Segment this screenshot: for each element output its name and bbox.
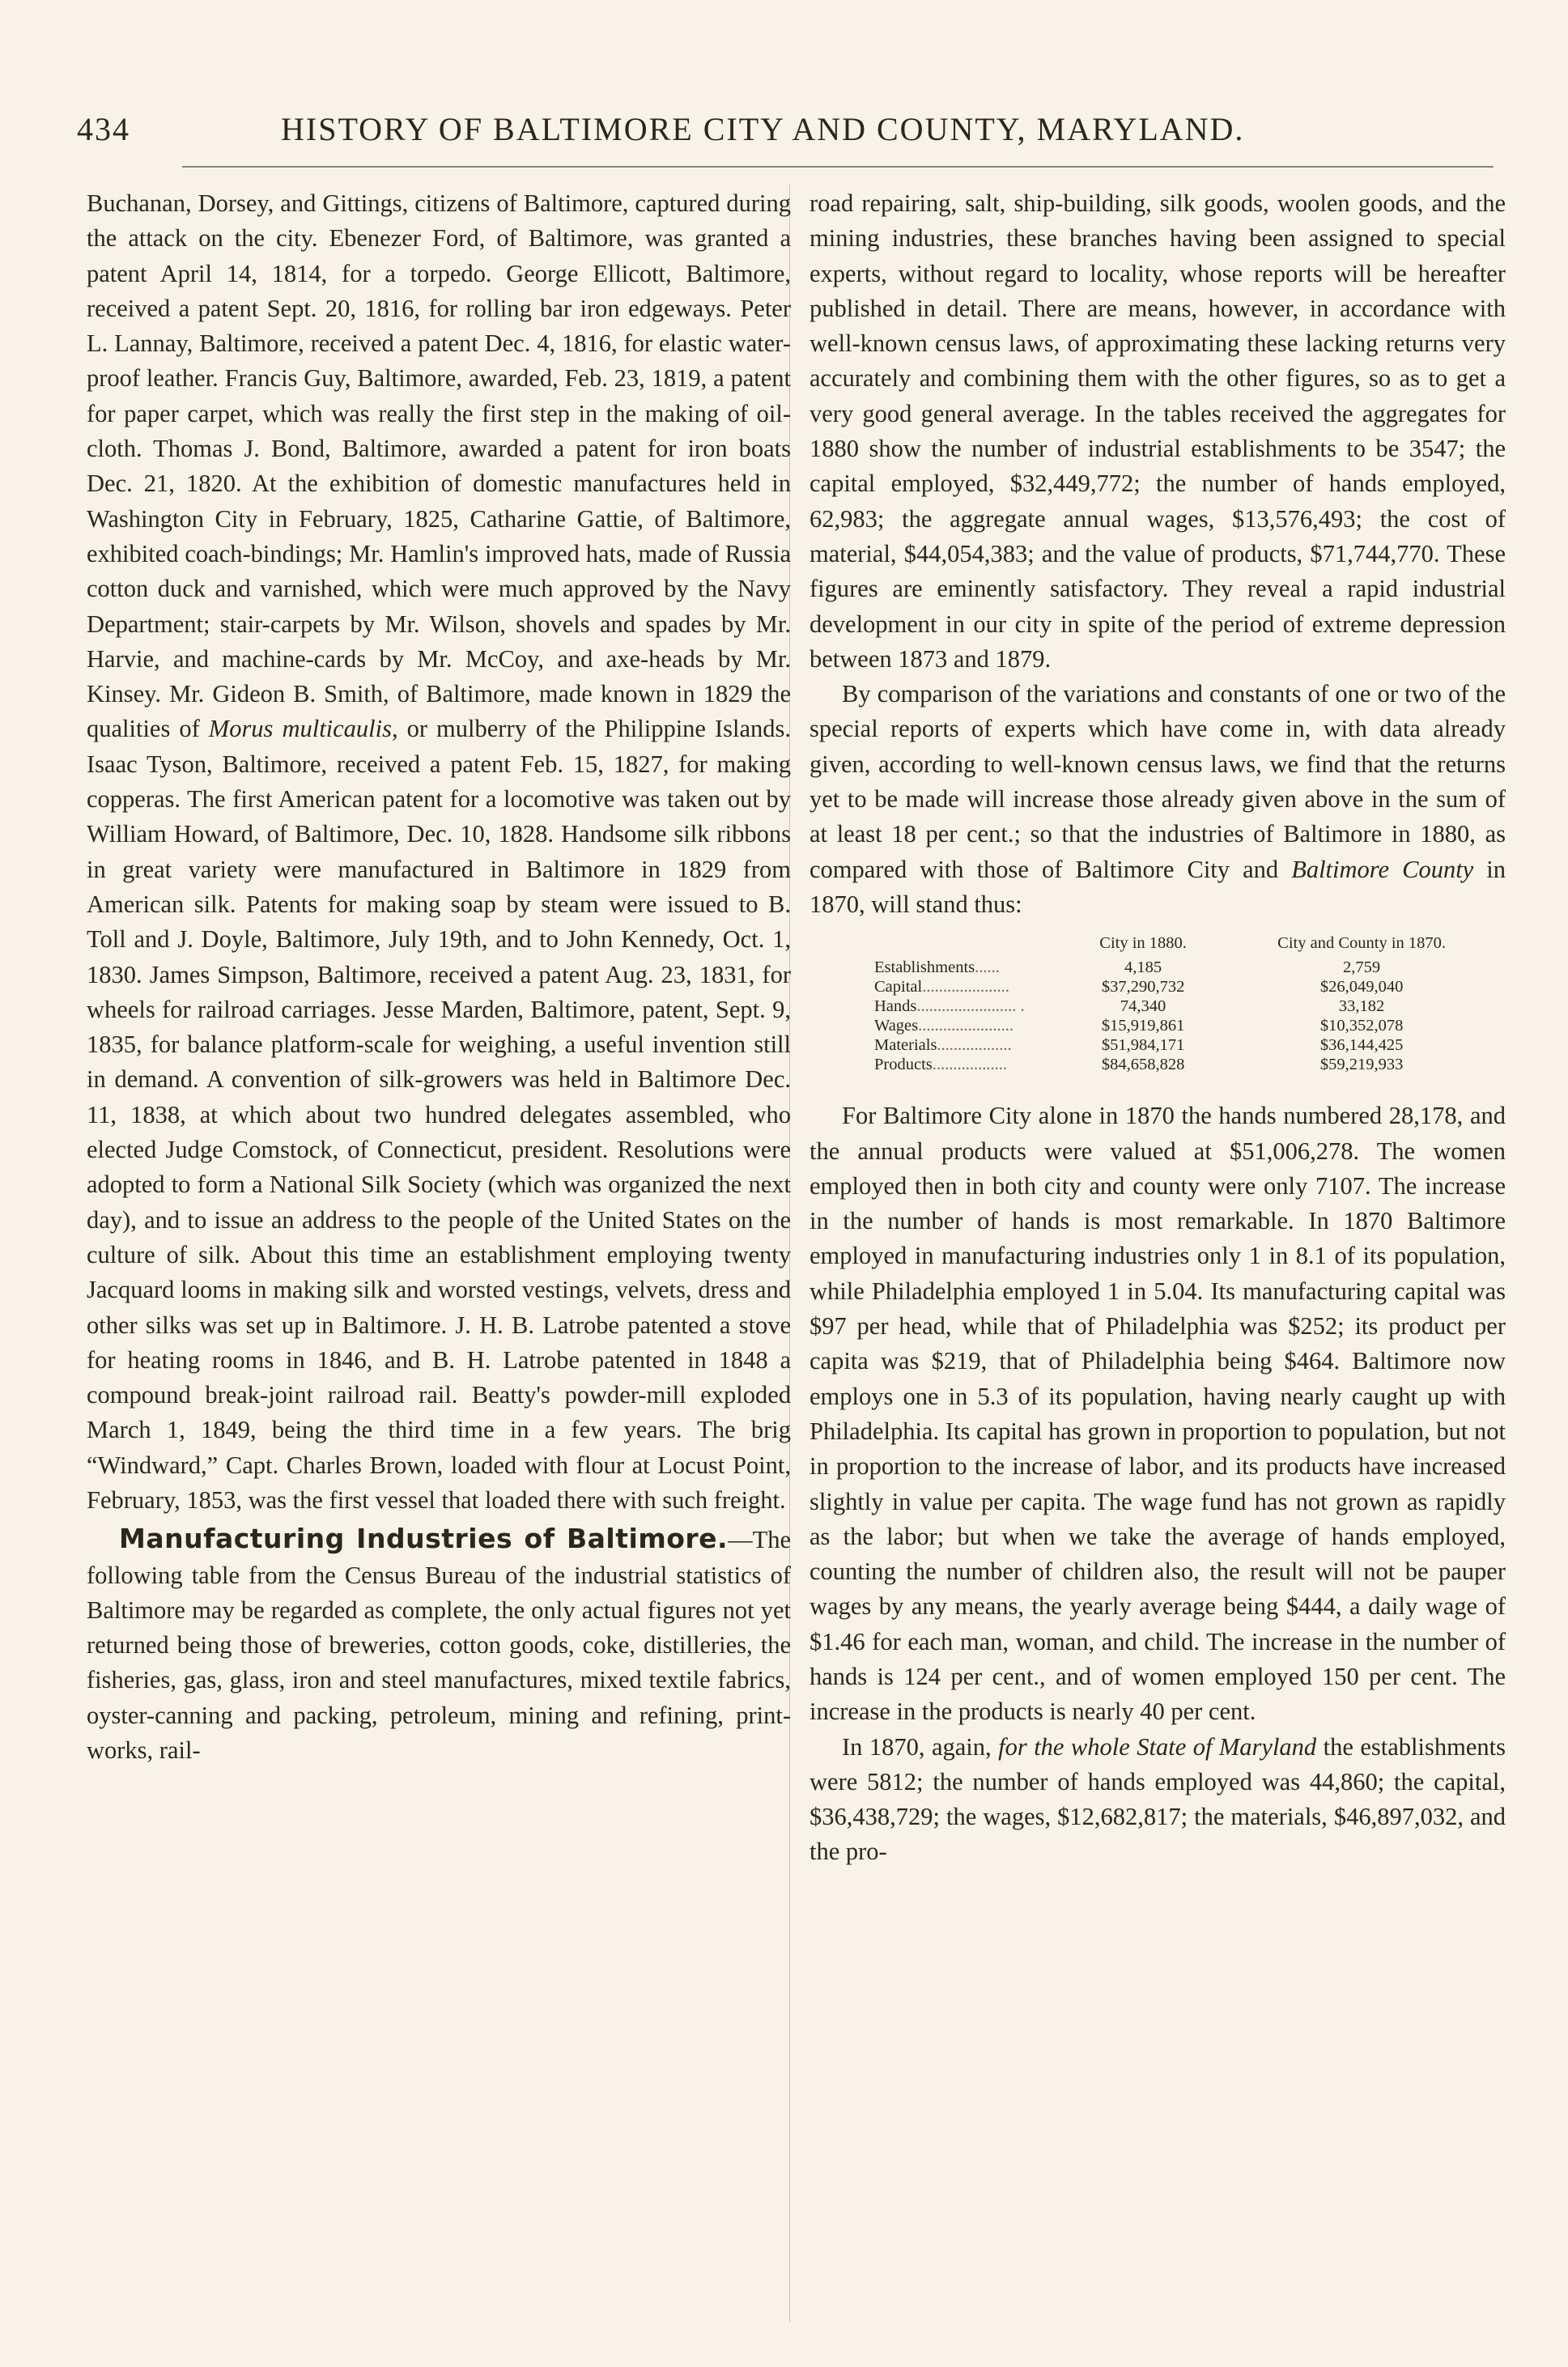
statistics-table: [809, 933, 1506, 1074]
italic-species-name: Morus multicaulis,: [208, 715, 398, 743]
paragraph-manufacturing: [87, 1521, 791, 1768]
row-label: Wages.......................: [874, 1017, 1014, 1035]
table-row: [809, 977, 1506, 997]
page-number: 434: [77, 111, 130, 147]
paragraph-text-cont: the establishments were 5812; the number of hands employed was 44,860; the capital, $36,438,729; the wages, $12,682,817; the materials, $46,897,032, and the pro-: [809, 1732, 1506, 1866]
left-column: [87, 186, 791, 1768]
paragraph-1870-state: [809, 1730, 1506, 1870]
italic-state: for the whole State of Maryland: [998, 1732, 1317, 1761]
table-row: [809, 1035, 1506, 1055]
paragraph-text: Buchanan, Dorsey, and Gittings, citizens of Baltimore, captured during the attack on the city. Ebenezer Ford, of Baltimore, was granted a patent April 14, 1814, for a torpedo. George Ellicott, Baltimore, received a patent Sept. 20, 1816, for rolling bar iron edgeways. Peter L. Lannay, Baltimore, received a patent Dec. 4, 1816, for elastic water-proof leather. Francis Guy, Baltimore, awarded, Feb. 23, 1819, a patent for paper carpet, which was really the first step in the making of oil-cloth. Thomas J. Bond, Baltimore, awarded a patent for iron boats Dec. 21, 1820. At the exhibition of domestic manufactures held in Washington City in February, 1825, Catharine Gattie, of Baltimore, exhibited coach-bindings; Mr. Hamlin's improved hats, made of Russia cotton duck and varnished, which were much approved by the Navy Department; stair-carpets by Mr. Wilson, shovels and spades by Mr. Harvie, and machine-cards by Mr. McCoy, and axe-heads by Mr. Kinsey. Mr. Gideon B. Smith, of Baltimore, made known in 1829 the qualities of: [87, 189, 791, 743]
row-label: Materials..................: [874, 1036, 1012, 1055]
table-row: [809, 997, 1506, 1016]
table-row: [809, 958, 1506, 977]
paragraph-text-cont: in 1870, will stand thus:: [809, 855, 1506, 918]
table-row: [809, 1016, 1506, 1035]
running-head: HISTORY OF BALTIMORE CITY AND COUNTY, MARYLAND.: [281, 111, 1245, 147]
cell-1880: $37,290,732: [1101, 978, 1185, 997]
cell-1880: $51,984,171: [1101, 1036, 1185, 1055]
row-label: Products..................: [874, 1056, 1007, 1074]
paragraph-text: In 1870, again,: [842, 1732, 999, 1761]
cell-1870: 33,182: [1338, 997, 1385, 1016]
cell-1870: $26,049,040: [1319, 978, 1404, 997]
row-label: Hands........................ .: [874, 997, 1025, 1016]
cell-1880: $15,919,861: [1101, 1017, 1185, 1035]
paragraph-inventions: [87, 186, 791, 1518]
cell-1870: 2,759: [1343, 958, 1381, 977]
paragraph-1870-city: For Baltimore City alone in 1870 the hands numbered 28,178, and the annual products were valued at $51,006,278. The women employed then in both city and county were only 7107. The increase in the number of hands is most remarkable. In 1870 Baltimore employed in manufacturing industries only 1 in 8.1 of its population, while Philadelphia employed 1 in 5.04. Its manufacturing capital was $97 per head, while that of Philadelphia was $252; its product per capita was $219, that of Philadelphia being $464. Baltimore now employs one in 5.3 of its population, having nearly caught up with Philadelphia. Its capital has grown in proportion to population, but not in proportion to the increase of labor, and its products have increased slightly in value per capita. The wage fund has not grown as rapidly as the labor; but when we take the average of hands employed, counting the number of children also, the result will not be pauper wages by any means, the yearly average being $444, a daily wage of $1.46 for each man, woman, and child. The increase in the number of hands is 124 per cent., and of women employed 150 per cent. The increase in the products is nearly 40 per cent.: [809, 1102, 1506, 1726]
cell-1880: 4,185: [1124, 958, 1162, 977]
table-header-1870: City and County in 1870.: [1277, 934, 1447, 953]
table-row: [809, 1055, 1506, 1074]
page-header: [77, 105, 1494, 154]
row-label: Capital.....................: [874, 978, 1009, 997]
right-column: [809, 186, 1506, 1870]
paragraph-text: —The following table from the Census Bureau of the industrial statistics of Baltimore may be regarded as complete, the only actual figures not yet returned being those of breweries, cotton goods, coke, distilleries, the fisheries, gas, glass, iron and steel manufactures, mixed textile fabrics, oyster-canning and packing, petroleum, mining and refining, print-works, rail-: [87, 1526, 791, 1765]
cell-1880: $84,658,828: [1101, 1056, 1185, 1074]
row-label: Establishments......: [874, 958, 1000, 977]
table-header-row: [809, 933, 1506, 958]
paragraph-comparison: [809, 677, 1506, 922]
paragraph-text: By comparison of the variations and constants of one or two of the special reports of experts which have come in, with data already given, according to well-known census laws, we find that the returns yet to be made will increase those already given above in the sum of at least 18 per cent.; so that the industries of Baltimore in 1880, as compared with those of Baltimore City and: [809, 680, 1506, 883]
italic-county: Baltimore County: [1291, 855, 1474, 883]
cell-1870: $10,352,078: [1319, 1017, 1404, 1035]
table-header-1880: City in 1880.: [1099, 934, 1187, 953]
cell-1870: $36,144,425: [1319, 1036, 1404, 1055]
cell-1880: 74,340: [1120, 997, 1166, 1016]
table-header-blank: [809, 933, 1069, 958]
paragraph-text-cont: or mulberry of the Philippine Islands. Isaac Tyson, Baltimore, received a patent Feb. 15, 1827, for making copperas. The first American patent for a locomotive was taken out by William Howard, of Baltimore, Dec. 10, 1828. Handsome silk ribbons in great variety were manufactured in Baltimore in 1829 from American silk. Patents for making soap by steam were issued to B. Toll and J. Doyle, Baltimore, July 19th, and to John Kennedy, Oct. 1, 1830. James Simpson, Baltimore, received a patent Aug. 23, 1831, for wheels for railroad carriages. Jesse Marden, Baltimore, patent, Sept. 9, 1835, for balance platform-scale for weighing, a useful invention still in demand. A convention of silk-growers was held in Baltimore Dec. 11, 1838, at which about two hundred delegates assembled, who elected Judge Comstock, of Connecticut, president. Resolutions were adopted to form a National Silk Society (which was organized the next day), and to issue an address to the people of the United States on the culture of silk. About this time an establishment employing twenty Jacquard looms in making silk and worsted vestings, velvets, dress and other silks was set up in Baltimore. J. H. B. Latrobe patented a stove for heating rooms in 1846, and B. H. Latrobe patented in 1848 a compound break-joint railroad rail. Beatty's powder-mill exploded March 1, 1849, being the third time in a few years. The brig “Windward,” Capt. Charles Brown, loaded with flour at Locust Point, February, 1853, was the first vessel that loaded there with such freight.: [87, 715, 791, 1514]
header-rule: [182, 166, 1494, 168]
cell-1870: $59,219,933: [1319, 1056, 1404, 1074]
paragraph-aggregates: road repairing, salt, ship-building, silk goods, woolen goods, and the mining industries, these branches having been assigned to special experts, without regard to locality, whose reports will be hereafter published in detail. There are means, however, in accordance with well-known census laws, of approximating these lacking returns very accurately and combining them with the other figures, so as to get a very good general average. In the tables received the aggregates for 1880 show the number of industrial establishments to be 3547; the capital employed, $32,449,772; the number of hands employed, 62,983; the aggregate annual wages, $13,576,493; the cost of material, $44,054,383; and the value of products, $71,744,770. These figures are eminently satisfactory. They reveal a rapid industrial development in our city in spite of the period of extreme depression between 1873 and 1879.: [809, 189, 1506, 673]
section-heading: Manufacturing Industries of Baltimore.: [119, 1523, 729, 1555]
